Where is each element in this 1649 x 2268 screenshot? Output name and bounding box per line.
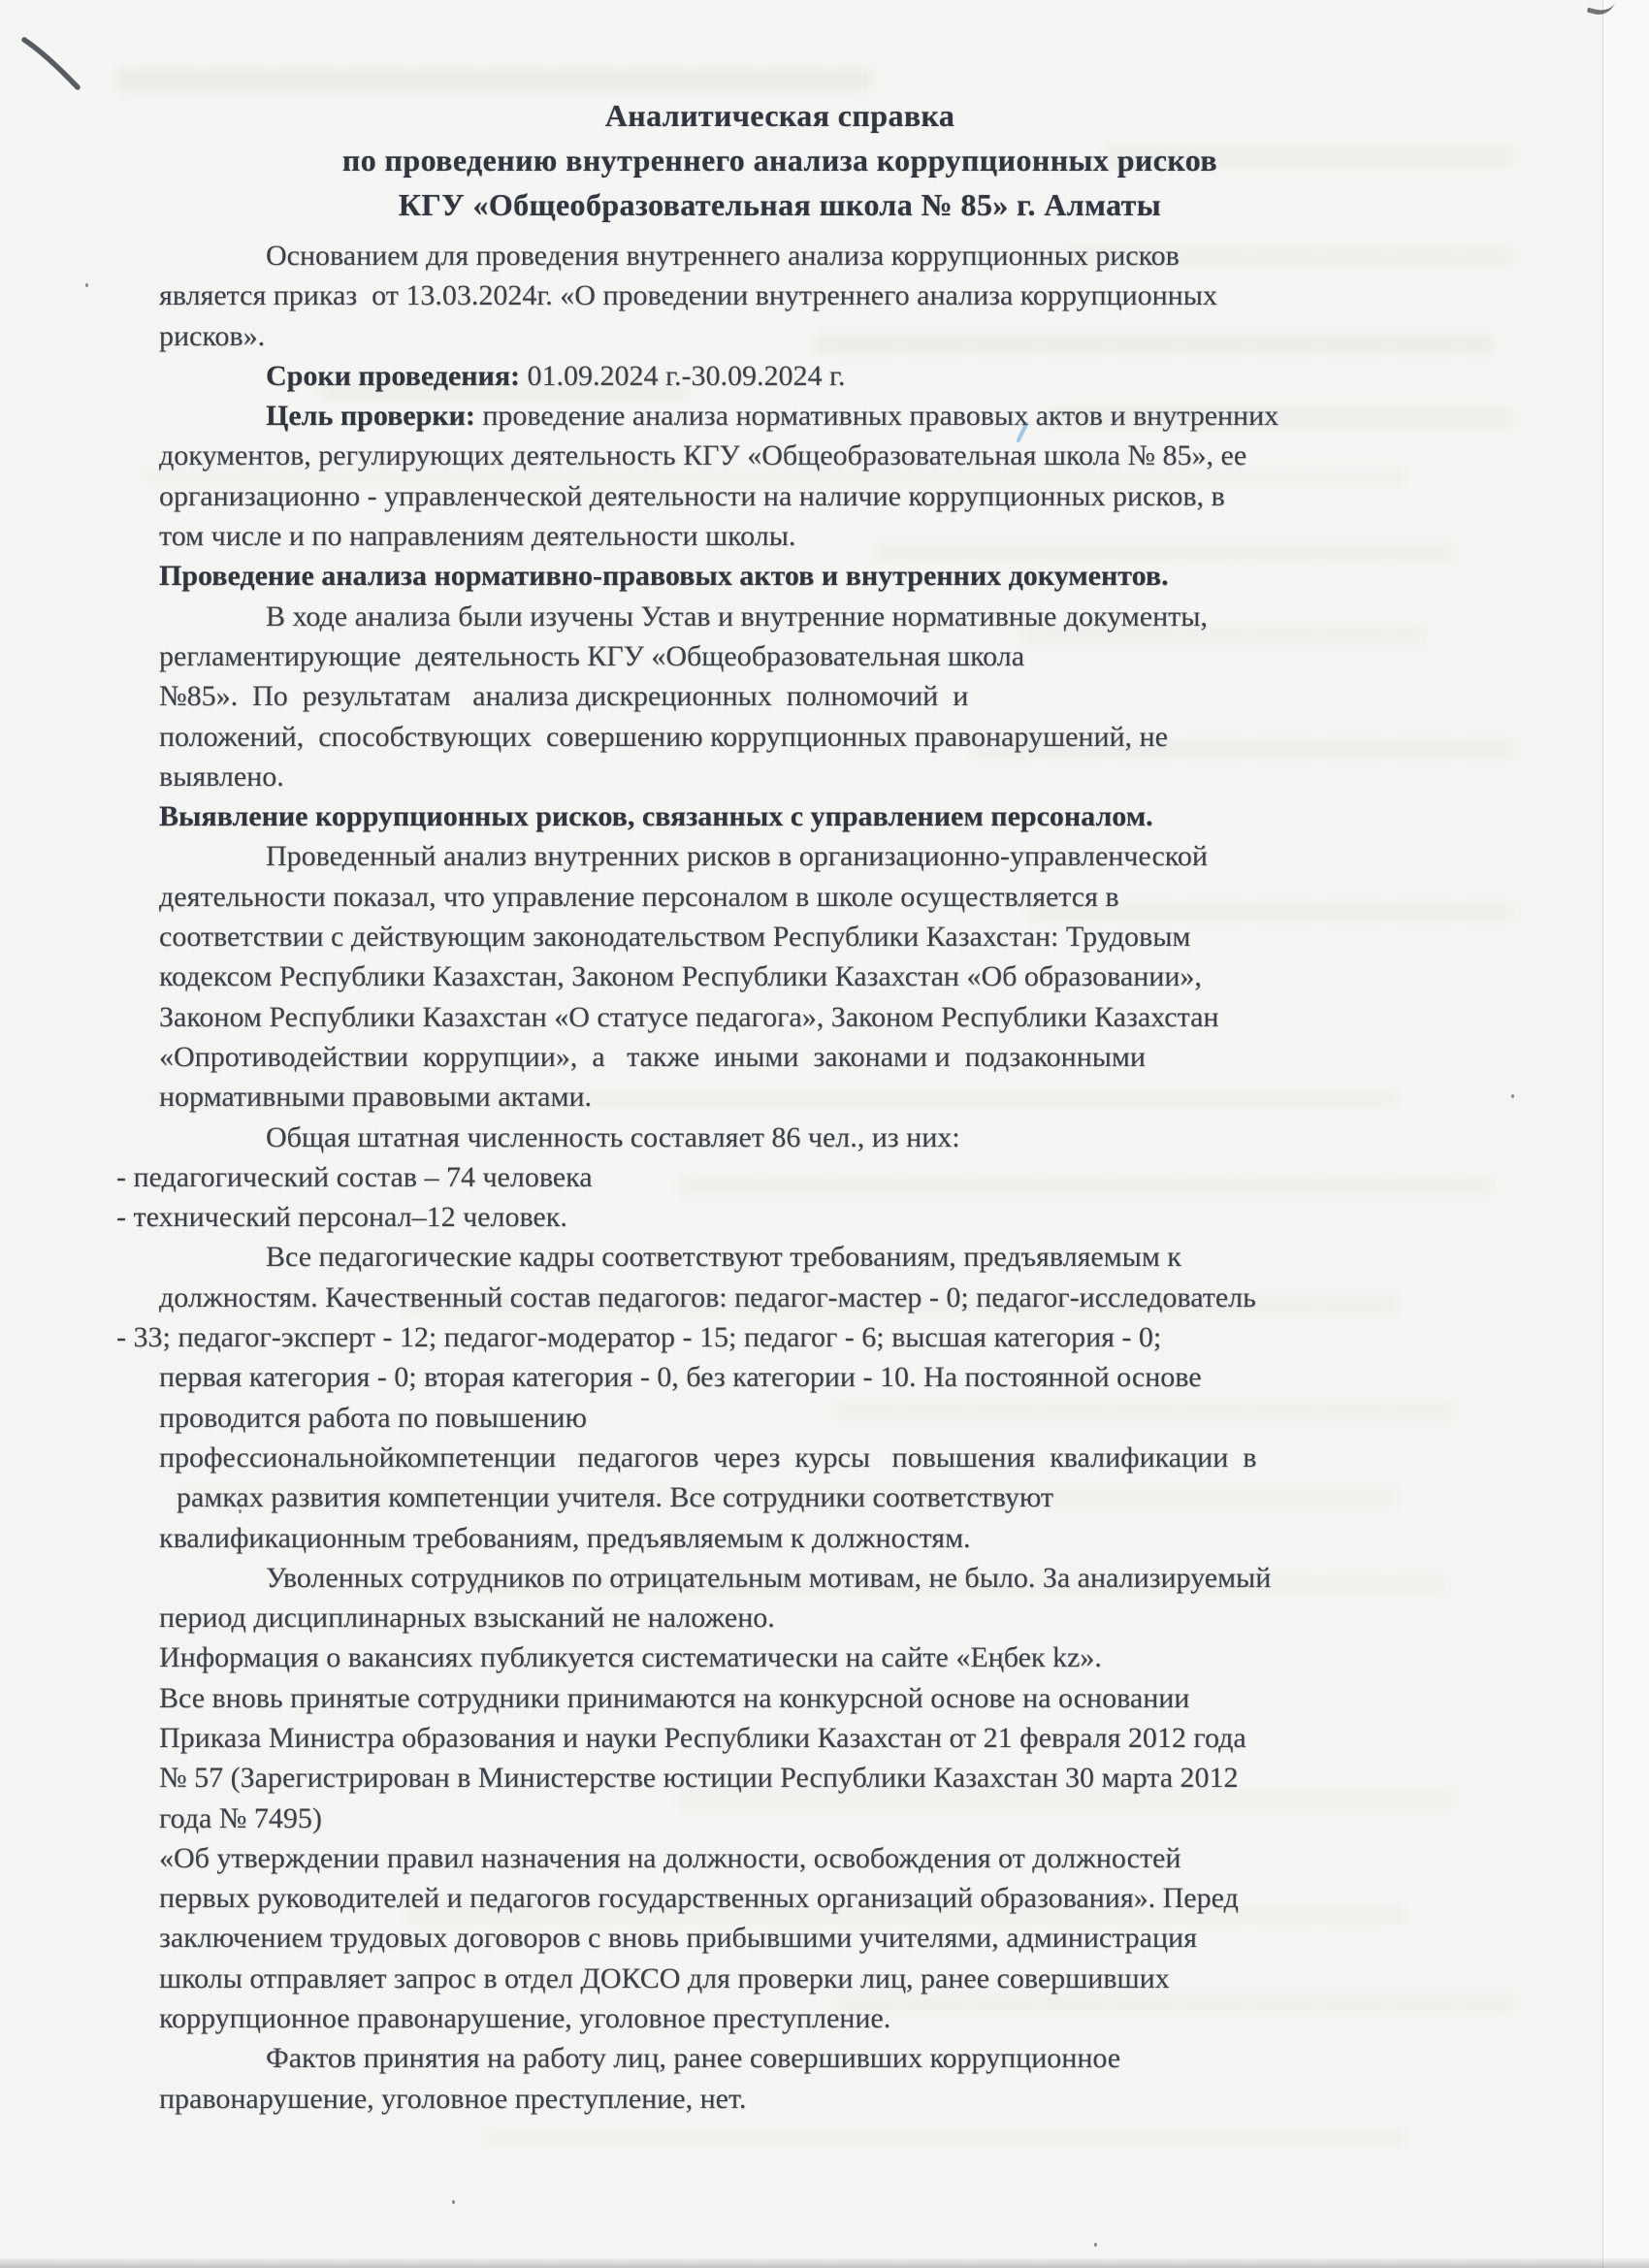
document-line <box>159 796 1649 836</box>
document-title <box>159 93 1401 227</box>
document-line <box>159 2079 1649 2119</box>
document-line <box>159 1959 1649 1998</box>
document-line <box>159 1838 1649 1878</box>
document-text-bold: Цель проверки: <box>266 400 475 433</box>
document-text: Уволенных сотрудников по отрицательным мотивам, не было. За анализируемый <box>266 1561 1272 1594</box>
document-text: - технический персонал–12 человек. <box>116 1201 567 1234</box>
scan-noise-speck <box>1094 2243 1097 2247</box>
document-text: является приказ от 13.03.2024г. «О проведении внутреннего анализа коррупционных <box>159 279 1217 312</box>
document-text: заключением трудовых договоров с вновь прибывшими учителями, администрация <box>159 1922 1197 1955</box>
document-text: Проведенный анализ внутренних рисков в организационно-управленческой <box>266 840 1208 873</box>
document-text: Приказа Министра образования и науки Республики Казахстан от 21 февраля 2012 года <box>159 1721 1246 1754</box>
document-text: деятельности показал, что управление персоналом в школе осуществляется в <box>159 880 1119 913</box>
document-text: рамках развития компетенции учителя. Все сотрудники соответствуют <box>177 1481 1054 1514</box>
scan-bottom-edge <box>0 2258 1649 2268</box>
document-text: - педагогический состав – 74 человека <box>116 1160 593 1193</box>
document-text: Информация о вакансиях публикуется систематически на сайте «Еңбек kz». <box>159 1641 1102 1674</box>
document-line <box>159 516 1649 556</box>
document-text-bold: Выявление коррупционных рисков, связанных с управлением персоналом. <box>159 800 1153 833</box>
document-line <box>159 1878 1649 1918</box>
document-line <box>159 236 1649 275</box>
document-line <box>159 1438 1649 1477</box>
document-line <box>116 1317 1649 1357</box>
document-text-bold: Проведение анализа нормативно-правовых актов и внутренних документов. <box>159 560 1169 593</box>
document-line <box>159 1518 1649 1558</box>
document-text-bold: Сроки проведения: <box>266 359 521 392</box>
document-text: нормативными правовыми актами. <box>159 1081 593 1114</box>
document-text: документов, регулирующих деятельность КГУ «Общеобразовательная школа № 85», ее <box>159 439 1247 472</box>
document-text: выявлено. <box>159 760 284 793</box>
document-body <box>116 236 1649 2119</box>
document-line <box>159 636 1649 676</box>
document-text: Фактов принятия на работу лиц, ранее совершивших коррупционное <box>266 2042 1121 2075</box>
document-line <box>159 476 1649 516</box>
document-text: Основанием для проведения внутреннего анализа коррупционных рисков <box>266 240 1180 272</box>
document-line <box>159 1398 1649 1438</box>
document-line <box>159 1118 1649 1157</box>
document-line <box>159 1918 1649 1958</box>
document-line <box>159 1637 1649 1677</box>
document-line <box>159 1278 1649 1317</box>
document-line <box>159 396 1649 436</box>
document-line <box>159 836 1649 876</box>
document-text: «Опротиводействии коррупции», а также иными законами и подзаконными <box>159 1040 1146 1073</box>
document-text: В ходе анализа были изучены Устав и внутренние нормативные документы, <box>266 599 1208 632</box>
document-line <box>159 956 1649 996</box>
document-text: года № 7495) <box>159 1801 322 1834</box>
document-text: должностям. Качественный состав педагогов: педагог-мастер - 0; педагог-исследователь <box>159 1280 1256 1313</box>
document-line <box>159 757 1649 796</box>
document-line <box>159 877 1649 917</box>
document-text: коррупционное правонарушение, уголовное преступление. <box>159 2002 891 2035</box>
document-text: проводится работа по повышению <box>159 1401 587 1434</box>
document-text: проведение анализа нормативных правовых актов и внутренних <box>474 400 1279 433</box>
document-text: Все педагогические кадры соответствуют требованиям, предъявляемым к <box>266 1241 1181 1274</box>
document-text: положений, способствующих совершению коррупционных правонарушений, не <box>159 720 1168 753</box>
document-text: том числе и по направлениям деятельности школы. <box>159 520 796 553</box>
document-line <box>159 1477 1649 1517</box>
document-line <box>159 1237 1649 1277</box>
document-line <box>159 1718 1649 1758</box>
document-line <box>159 1598 1649 1637</box>
document-text: Все вновь принятые сотрудники принимаются на конкурсной основе на основании <box>159 1681 1190 1714</box>
scan-noise-speck <box>452 2200 455 2204</box>
document-line <box>159 597 1649 636</box>
document-line <box>159 356 1649 396</box>
document-text: школы отправляет запрос в отдел ДОКСО для проверки лиц, ранее совершивших <box>159 1961 1170 1994</box>
document-line <box>159 1998 1649 2038</box>
document-text: № 57 (Зарегистрирован в Министерстве юстиции Республики Казахстан 30 марта 2012 <box>159 1762 1239 1795</box>
document-text: кодексом Республики Казахстан, Законом Республики Казахстан «Об образовании», <box>159 960 1202 993</box>
document-text: соответствии с действующим законодательством Республики Казахстан: Трудовым <box>159 921 1191 954</box>
document-line <box>159 316 1649 356</box>
document-line <box>159 917 1649 956</box>
document-line <box>116 1157 1649 1197</box>
document-text: 01.09.2024 г.-30.09.2024 г. <box>520 359 846 392</box>
document-line <box>159 1798 1649 1838</box>
document-line <box>159 717 1649 757</box>
document-text: профессиональнойкомпетенции педагогов через курсы повышения квалификации в <box>159 1441 1257 1474</box>
document-text: Общая штатная численность составляет 86 чел., из них: <box>266 1120 960 1153</box>
document-line <box>159 997 1649 1037</box>
document-line <box>159 1558 1649 1598</box>
bleed-through-artifact <box>485 2129 1406 2147</box>
document-text: Законом Республики Казахстан «О статусе педагога», Законом Республики Казахстан <box>159 1000 1219 1033</box>
document-text: организационно - управленческой деятельности на наличие коррупционных рисков, в <box>159 479 1225 512</box>
document-line <box>159 1077 1649 1117</box>
document-text: правонарушение, уголовное преступление, нет. <box>159 2082 747 2115</box>
document-text: квалификационным требованиям, предъявляемым к должностям. <box>159 1521 971 1554</box>
document-text: - 33; педагог-эксперт - 12; педагог-модератор - 15; педагог - 6; высшая категория - 0; <box>116 1321 1162 1354</box>
document-line <box>159 2038 1649 2078</box>
document-line <box>159 676 1649 716</box>
document-line <box>159 275 1649 315</box>
document-line <box>116 1197 1649 1237</box>
document-text: первая категория - 0; вторая категория - 0, без категории - 10. На постоянной основе <box>159 1361 1202 1394</box>
document-text: регламентирующие деятельность КГУ «Общеобразовательная школа <box>159 639 1025 672</box>
document-line <box>159 556 1649 596</box>
document-text: период дисциплинарных взысканий не наложено. <box>159 1602 775 1635</box>
document-text: №85». По результатам анализа дискреционных полномочий и <box>159 680 969 713</box>
document-title-line: по проведению внутреннего анализа коррупционных рисков <box>341 143 1218 178</box>
document-title-line: КГУ «Общеобразовательная школа № 85» г. Алматы <box>398 187 1162 222</box>
document-line <box>159 1037 1649 1077</box>
document-line <box>159 1357 1649 1397</box>
document-text: рисков». <box>159 319 266 352</box>
document-line <box>159 1758 1649 1798</box>
document-text: «Об утверждении правил назначения на должности, освобождения от должностей <box>159 1841 1181 1874</box>
document-line <box>159 1678 1649 1718</box>
document-line <box>159 436 1649 475</box>
document-text: первых руководителей и педагогов государственных организаций образования». Перед <box>159 1882 1239 1915</box>
document-title-line: Аналитическая справка <box>604 98 955 133</box>
